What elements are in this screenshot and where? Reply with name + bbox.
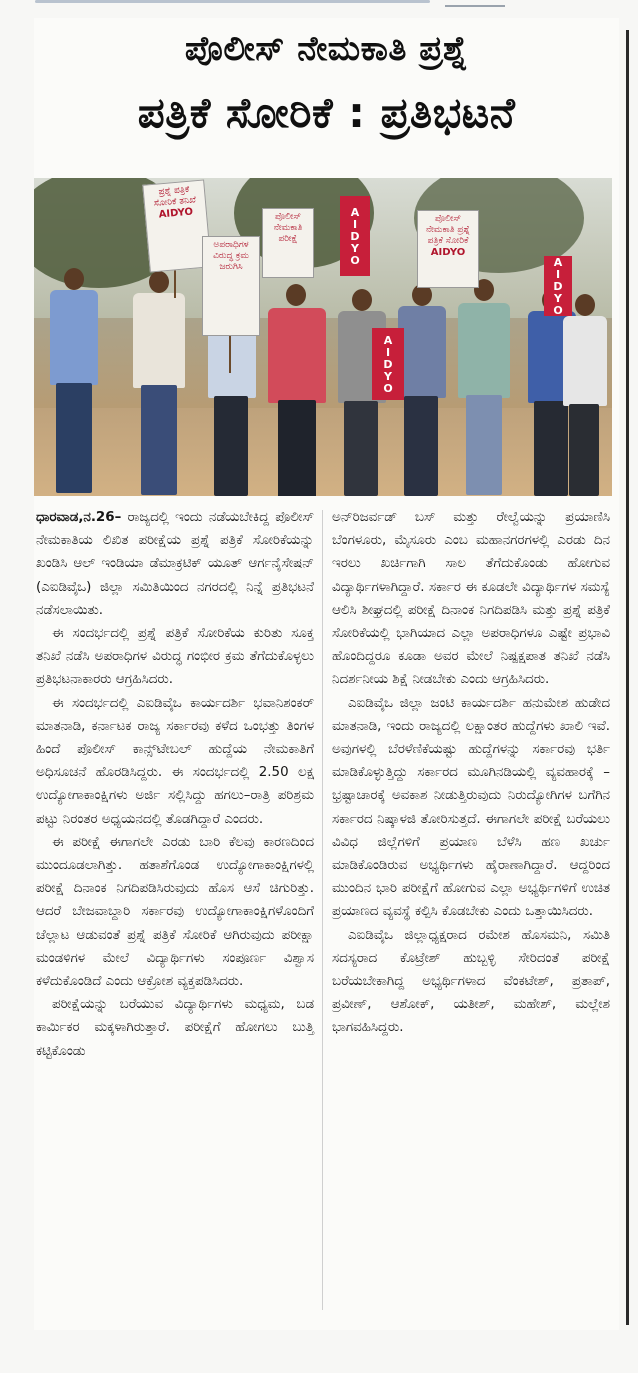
headline-line-2: ಪತ್ರಿಕೆ ಸೋರಿಕೆ : ಪ್ರತಿಭಟನೆ [137, 88, 516, 137]
article-paragraph: ಧಾರವಾಡ,ನ.26– ರಾಜ್ಯದಲ್ಲಿ ಇಂದು ನಡೆಯಬೇಕಿದ್ದ ಪೊಲೀಸ್ ನೇಮಕಾತಿಯ ಲಿಖಿತ ಪರೀಕ್ಷೆಯ ಪ್ರಶ್ನೆ ಪತ್ರಿಕೆ ಸೋರಿಕೆಯನ್ನು ಖಂಡಿಸಿ ಆಲ್ ಇಂಡಿಯಾ ಡೆಮಾಕ್ರಟಿಕ್ ಯೂತ್ ಆರ್ಗನೈಸೇಷನ್ (ಎಐಡಿವೈಒ) ಜಿಲ್ಲಾ ಸಮಿತಿಯಿಂದ ನಗರದಲ್ಲಿ ನಿನ್ನೆ ಪ್ರತಿಭಟನೆ ನಡೆಸಲಾಯಿತು. [36, 510, 314, 618]
headline-line-1: ಪೊಲೀಸ್ ನೇಮಕಾತಿ ಪ್ರಶ್ನೆ [184, 29, 469, 69]
article-paragraph: ಎಐಡಿವೈಒ ಜಿಲ್ಲಾಧ್ಯಕ್ಷರಾದ ರಮೇಶ ಹೊಸಮನಿ, ಸಮಿತಿ ಸದಸ್ಯರಾದ ಕೊಟ್ರೇಶ್ ಹುಬ್ಬಳ್ಳಿ ಸೇರಿದಂತೆ ಪರೀಕ್ಷೆ ಬರೆಯಬೇಕಾಗಿದ್ದ ಅಭ್ಯರ್ಥಿಗಳಾದ ವೆಂಕಟೇಶ್, ಪ್ರತಾಪ್, ಪ್ರವೀಣ್, ಆಶೋಕ್, ಯತೀಶ್, ಮಹೇಶ್, ಮಲ್ಲೇಶ ಭಾಗವಹಿಸಿದ್ದರು. [332, 927, 610, 1036]
protest-placard: ಪ್ರಶ್ನೆ ಪತ್ರಿಕೆ ಸೋರಿಕೆ ತನಿಖೆ AIDYO [142, 179, 211, 272]
viewer-top-strip [0, 0, 638, 10]
dateline: ಧಾರವಾಡ,ನ.26– [36, 510, 122, 525]
protester [264, 278, 329, 496]
protest-placard: ಪೊಲೀಸ್ ನೇಮಕಾತಿ ಪ್ರಶ್ನೆ ಪತ್ರಿಕೆ ಸೋರಿಕೆ AIDYO [417, 210, 479, 288]
protester [454, 273, 514, 496]
article-paragraph: ಅನ್‌ರಿಜರ್ವಡ್ ಬಸ್ ಮತ್ತು ರೇಲ್ವೆಯನ್ನು ಪ್ರಯಾಣಿಸಿ ಬೆಂಗಳೂರು, ಮೈಸೂರು ಎಂಬ ಮಹಾನಗರಗಳಲ್ಲಿ ಎರಡು ದಿನ ಇರಲು ಖರ್ಚಿಗಾಗಿ ಸಾಲ ತೆಗೆದುಕೊಂಡು ಹೋಗುವ ವಿದ್ಯಾರ್ಥಿಗಳಾಗಿದ್ದಾರೆ. ಸರ್ಕಾರ ಈ ಕೂಡಲೇ ವಿದ್ಯಾರ್ಥಿಗಳ ಸಮಸ್ಯೆ ಆಲಿಸಿ ಶೀಘ್ರದಲ್ಲಿ ಪರೀಕ್ಷೆ ದಿನಾಂಕ ನಿಗದಿಪಡಿಸಿ ಮತ್ತು ಪ್ರಶ್ನೆ ಪತ್ರಿಕೆ ಸೋರಿಕೆಯಲ್ಲಿ ಭಾಗಿಯಾದ ಎಲ್ಲಾ ಅಪರಾಧಿಗಳೂ ಎಷ್ಟೇ ಪ್ರಭಾವಿ ಹೊಂದಿದ್ದರೂ ಕೂಡಾ ಅವರ ಮೇಲೆ ನಿಷ್ಪಕ್ಷಪಾತ ತನಿಖೆ ನಡೆಸಿ ನಿದರ್ಶನೀಯ ಶಿಕ್ಷೆ ನೀಡಬೇಕು ಎಂದು ಆಗ್ರಹಿಸಿದರು. [332, 510, 610, 688]
article-paragraph: ಈ ಪರೀಕ್ಷೆ ಈಗಾಗಲೇ ಎರಡು ಬಾರಿ ಕೆಲವು ಕಾರಣದಿಂದ ಮುಂದೂಡಲಾಗಿತ್ತು. ಹತಾಶೆಗೊಂಡ ಉದ್ಯೋಗಾಕಾಂಕ್ಷಿಗಳಲ್ಲಿ ಪರೀಕ್ಷೆ ದಿನಾಂಕ ನಿಗದಿಪಡಿಸಿರುವುದು ಹೊಸ ಆಸೆ ಚಿಗುರಿತ್ತು. ಆದರೆ ಬೇಜವಾಬ್ದಾರಿ ಸರ್ಕಾರವು ಉದ್ಯೋಗಾಕಾಂಕ್ಷಿಗಳೊಂದಿಗೆ ಚೆಲ್ಲಾಟ ಆಡುವಂತೆ ಪ್ರಶ್ನೆ ಪತ್ರಿಕೆ ಸೋರಿಕೆ ಆಗಿರುವುದು ಪರೀಕ್ಷಾ ಮಂಡಳಿಗಳ ಮೇಲೆ ವಿದ್ಯಾರ್ಥಿಗಳು ಸಂಪೂರ್ಣ ವಿಶ್ವಾಸ ಕಳೆದುಕೊಂಡಿದೆ ಎಂದು ಆಕ್ರೋಶ ವ್ಯಕ್ತಪಡಿಸಿದರು. [36, 834, 314, 990]
article-right-column [332, 506, 610, 1040]
top-scroll-indicator [35, 0, 430, 3]
column-divider [322, 510, 323, 1310]
protest-photo [34, 178, 612, 496]
article-paragraph: ಪರೀಕ್ಷೆಯನ್ನು ಬರೆಯುವ ವಿದ್ಯಾರ್ಥಿಗಳು ಮಧ್ಯಮ, ಬಡ ಕಾರ್ಮಿಕರ ಮಕ್ಕಳಾಗಿರುತ್ತಾರೆ. ಪರೀಕ್ಷೆಗೆ ಹೋಗಲು ಬುತ್ತಿ ಕಟ್ಟಿಕೊಂಡು [36, 997, 314, 1059]
article-paragraph: ಈ ಸಂದರ್ಭದಲ್ಲಿ ಪ್ರಶ್ನೆ ಪತ್ರಿಕೆ ಸೋರಿಕೆಯ ಕುರಿತು ಸೂಕ್ತ ತನಿಖೆ ನಡೆಸಿ ಅಪರಾಧಿಗಳ ವಿರುದ್ಧ ಗಂಭೀರ ಕ್ರಮ ತೆಗೆದುಕೊಳ್ಳಲು ಪ್ರತಿಭಟನಾಕಾರರು ಆಗ್ರಹಿಸಿದರು. [36, 626, 314, 688]
aidyo-red-sign: AIDYO [372, 328, 404, 400]
protester [559, 288, 609, 496]
clipping-right-border [626, 30, 629, 1325]
protest-placard: ಅಪರಾಧಿಗಳ ವಿರುದ್ಧ ಕ್ರಮ ಜರುಗಿಸಿ [202, 236, 260, 336]
protester [129, 263, 189, 496]
article-paragraph: ಈ ಸಂದರ್ಭದಲ್ಲಿ ಎಐಡಿವೈಒ ಕಾರ್ಯದರ್ಶಿ ಭವಾನಿಶಂಕರ್ ಮಾತನಾಡಿ, ಕರ್ನಾಟಕ ರಾಜ್ಯ ಸರ್ಕಾರವು ಕಳೆದ ಒಂಭತ್ತು ತಿಂಗಳ ಹಿಂದೆ ಪೊಲೀಸ್ ಕಾನ್ಸ್‌ಟೇಬಲ್ ಹುದ್ದೆಯ ನೇಮಕಾತಿಗೆ ಅಧಿಸೂಚನೆ ಹೊರಡಿಸಿದ್ದರು. ಈ ಸಂದರ್ಭದಲ್ಲಿ 2.50 ಲಕ್ಷ ಉದ್ಯೋಗಾಕಾಂಕ್ಷಿಗಳು ಅರ್ಜಿ ಸಲ್ಲಿಸಿದ್ದು ಹಗಲು–ರಾತ್ರಿ ಪರಿಶ್ರಮ ಪಟ್ಟು ನಿರಂತರ ಅಧ್ಯಯನದಲ್ಲಿ ತೊಡಗಿದ್ದಾರೆ ಎಂದರು. [36, 695, 314, 827]
top-edge-mark [445, 0, 505, 7]
aidyo-red-sign: AIDYO [340, 196, 370, 276]
article-paragraph: ಎಐಡಿವೈಒ ಜಿಲ್ಲಾ ಜಂಟಿ ಕಾರ್ಯದರ್ಶಿ ಹನುಮೇಶ ಹುಡೇದ ಮಾತನಾಡಿ, ಇಂದು ರಾಜ್ಯದಲ್ಲಿ ಲಕ್ಷಾಂತರ ಹುದ್ದೆಗಳು ಖಾಲಿ ಇವೆ. ಅವುಗಳಲ್ಲಿ ಬೆರಳೆಣಿಕೆಯಷ್ಟು ಹುದ್ದೆಗಳನ್ನು ಸರ್ಕಾರವು ಭರ್ತಿ ಮಾಡಿಕೊಳ್ಳುತ್ತಿದ್ದು ಸರ್ಕಾರದ ಮೂಗಿನಡಿಯಲ್ಲಿ ವ್ಯವಹಾರಕ್ಕೆ –ಭ್ರಷ್ಟಾಚಾರಕ್ಕೆ ಅವಕಾಶ ನೀಡುತ್ತಿರುವುದು ನಿರುದ್ಯೋಗಿಗಳ ಬಗೆಗಿನ ಸರ್ಕಾರದ ನಿಷ್ಕಾಳಜಿ ತೋರಿಸುತ್ತದೆ. ಈಗಾಗಲೇ ಪರೀಕ್ಷೆ ಬರೆಯಲು ವಿವಿಧ ಜಿಲ್ಲೆಗಳಿಗೆ ಪ್ರಯಾಣ ಬೆಳೆಸಿ ಹಣ ಖರ್ಚು ಮಾಡಿಕೊಂಡಿರುವ ಅಭ್ಯರ್ಥಿಗಳು ಹೈರಾಣಾಗಿದ್ದಾರೆ. ಆದ್ದರಿಂದ ಮುಂದಿನ ಭಾರಿ ಪರೀಕ್ಷೆಗೆ ಹೋಗುವ ಎಲ್ಲಾ ಅಭ್ಯರ್ಥಿಗಳಿಗೆ ಉಚಿತ ಪ್ರಯಾಣದ ವ್ಯವಸ್ಥೆ ಕಲ್ಪಿಸಿ ಕೊಡಬೇಕು ಎಂದು ಒತ್ತಾಯಿಸಿದರು. [332, 695, 610, 920]
aidyo-red-sign: AIDYO [544, 256, 572, 316]
article-left-column [36, 506, 314, 1063]
protester [44, 258, 104, 496]
protest-placard: ಪೊಲೀಸ್ ನೇಮಕಾತಿ ಪರೀಕ್ಷೆ [262, 208, 314, 278]
